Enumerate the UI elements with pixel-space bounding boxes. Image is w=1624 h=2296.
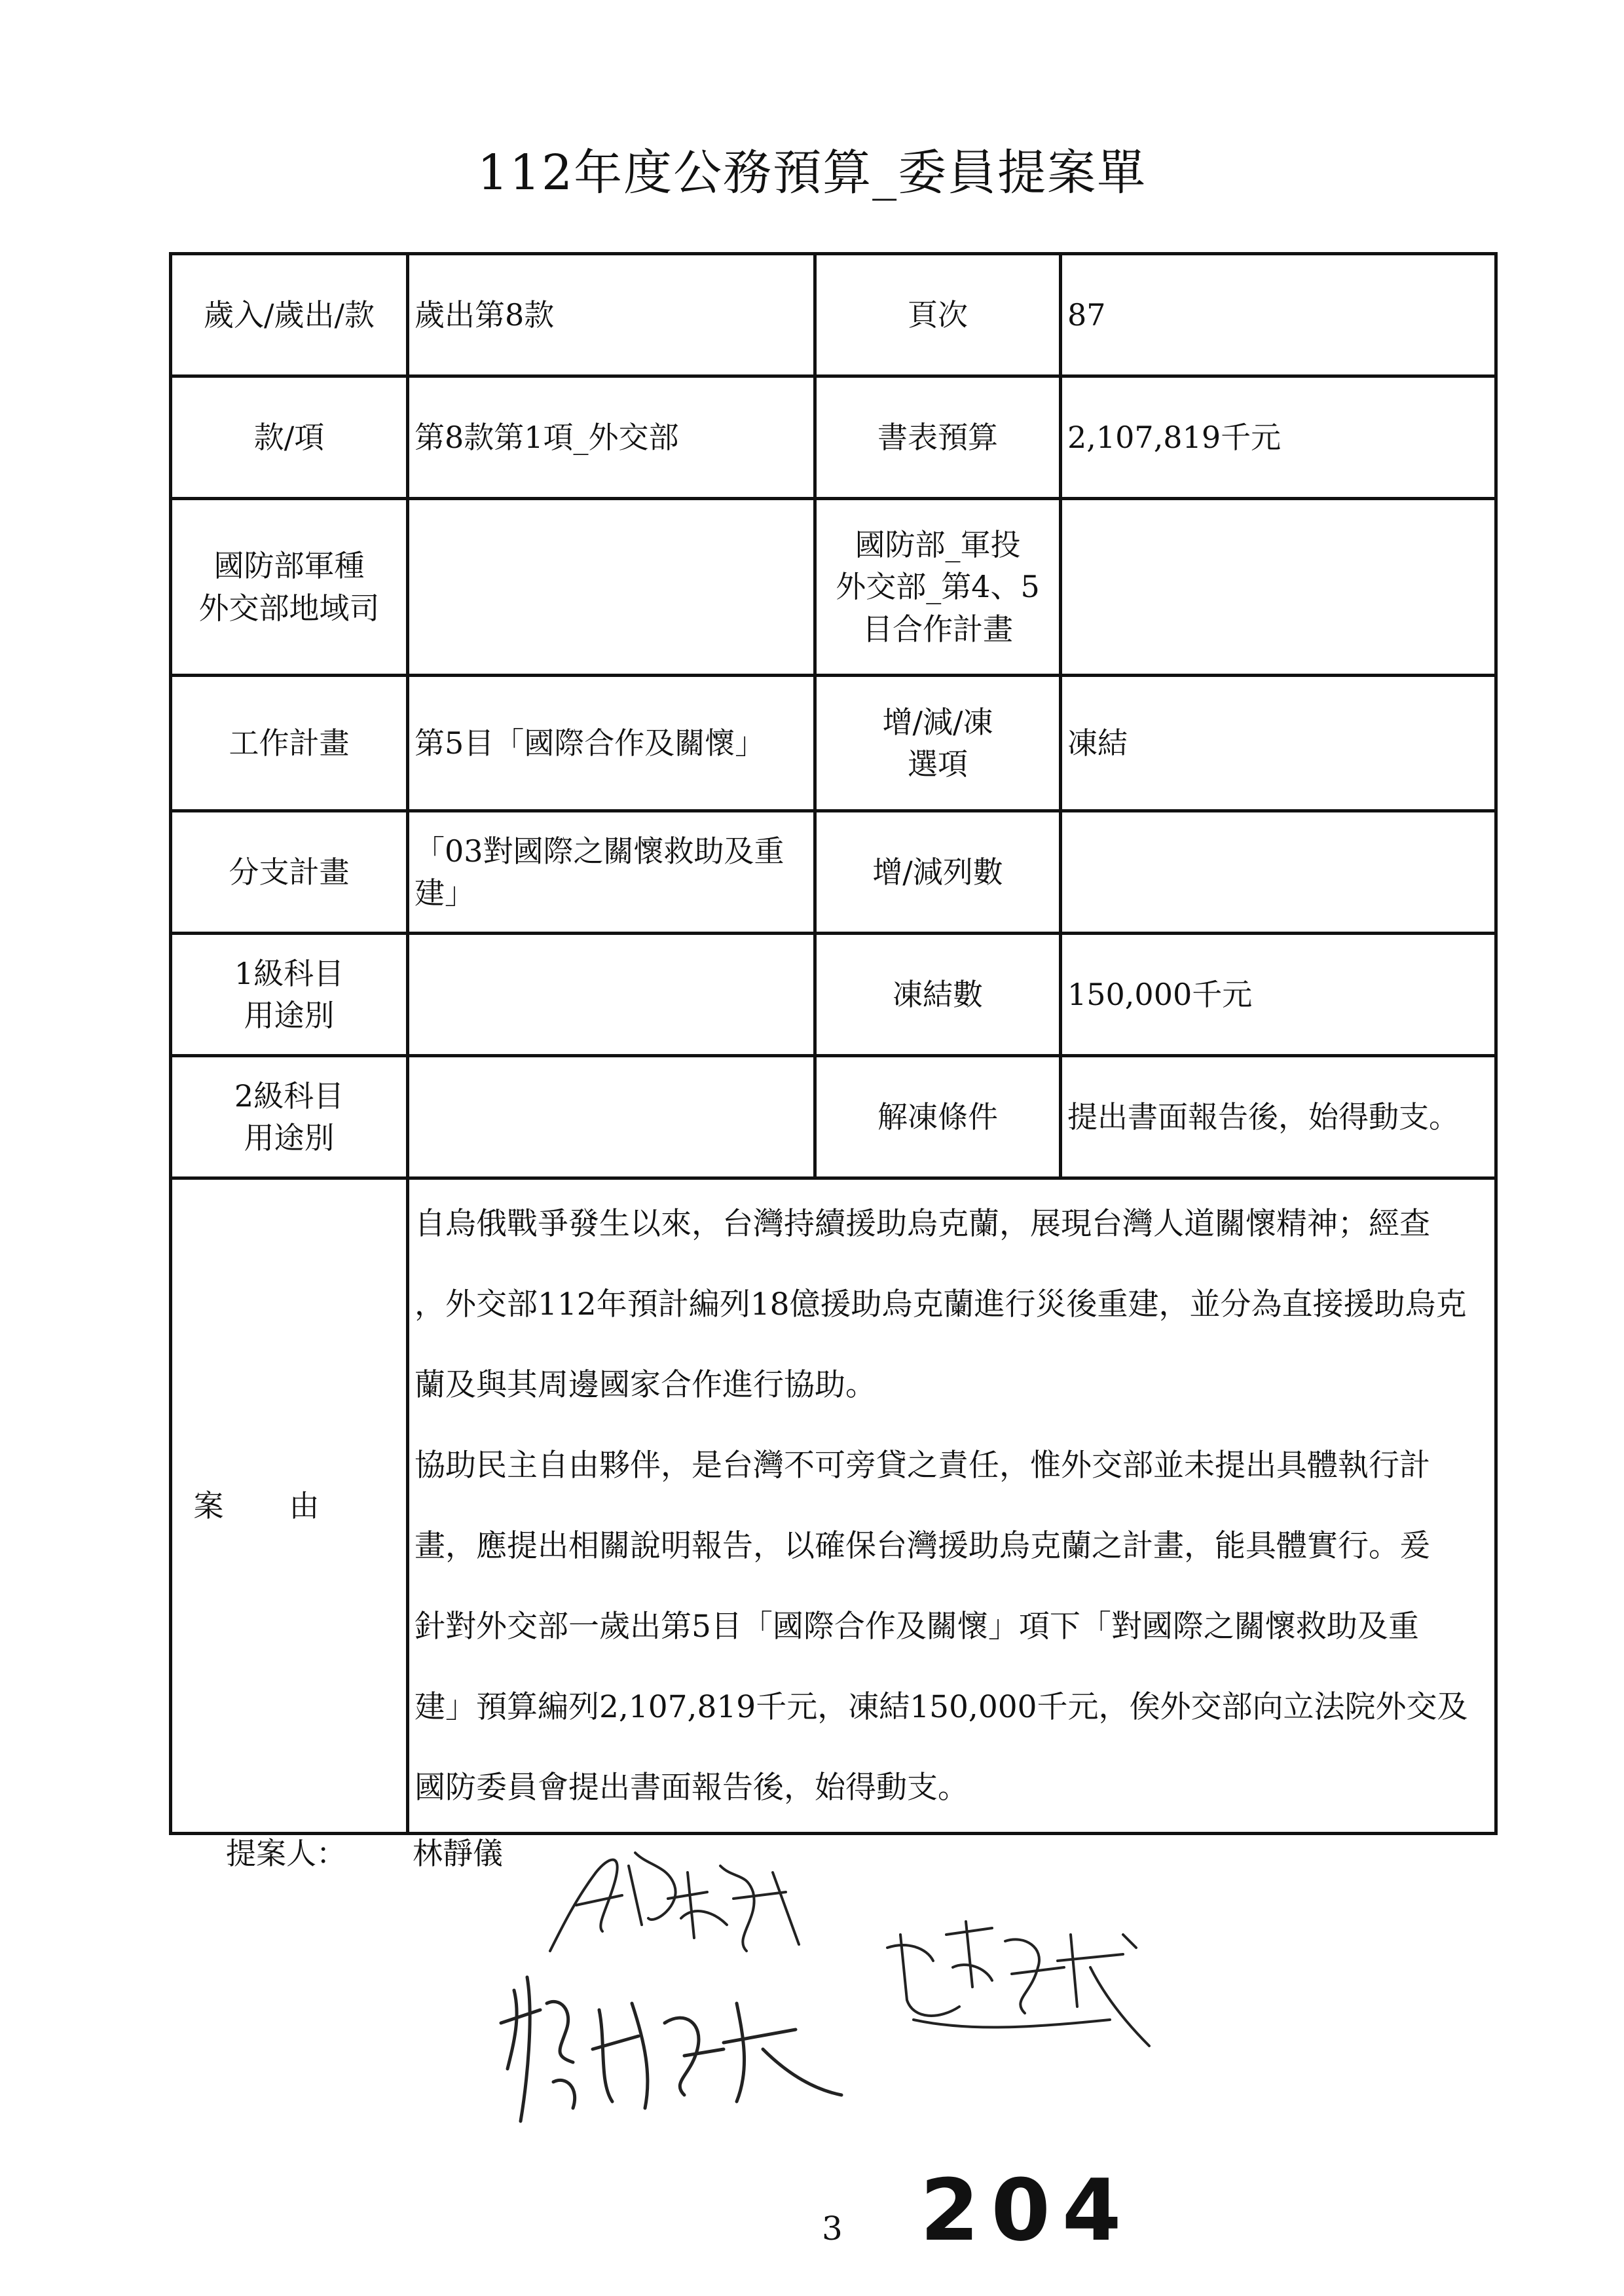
table-row [171, 254, 1496, 376]
label-line: 目合作計畫 [862, 611, 1013, 647]
reason-line: 自烏俄戰爭發生以來，台灣持續援助烏克蘭，展現台灣人道關懷精神；經查 [415, 1206, 1430, 1242]
proposal-form-table [169, 252, 1498, 1835]
value-cell [408, 1056, 815, 1178]
reason-line: 畫，應提出相關說明報告，以確保台灣援助烏克蘭之計畫，能具體實行。爰 [415, 1528, 1430, 1564]
value-cell: 2,107,819千元 [1061, 376, 1496, 499]
table-row [171, 811, 1496, 934]
label-line: 用途別 [244, 998, 335, 1033]
label-cell: 頁次 [815, 254, 1061, 376]
label-line: 選項 [908, 746, 968, 782]
label-line: 國防部軍種 [213, 548, 365, 584]
signature-2 [488, 1964, 855, 2134]
handwritten-page-number: 204 [920, 2160, 1134, 2260]
reason-line: 國防委員會提出書面報告後，始得動支。 [415, 1770, 969, 1806]
value-cell [408, 934, 815, 1056]
proposer-name: 林靜儀 [413, 1836, 503, 1871]
reason-line: 協助民主自由夥伴，是台灣不可旁貸之責任，惟外交部並未提出具體執行計 [415, 1448, 1430, 1484]
reason-line: 建」預算編列2,107,819千元，凍結150,000千元，俟外交部向立法院外交及 [415, 1689, 1468, 1725]
value-cell: 87 [1061, 254, 1496, 376]
value-cell: 150,000千元 [1061, 934, 1496, 1056]
value-cell: 提出書面報告後，始得動支。 [1061, 1056, 1496, 1178]
label-cell: 凍結數 [815, 934, 1061, 1056]
value-cell [408, 499, 815, 676]
signature-1 [537, 1827, 812, 1964]
reason-row [171, 1178, 1496, 1834]
label-cell [171, 934, 408, 1056]
proposer-label: 提案人： [226, 1836, 346, 1871]
label-cell: 歲入/歲出/款 [171, 254, 408, 376]
label-line: 用途別 [244, 1120, 335, 1156]
signature-3 [874, 1908, 1162, 2066]
reason-body [408, 1178, 1496, 1834]
value-cell: 凍結 [1061, 676, 1496, 811]
table-row [171, 934, 1496, 1056]
reason-line: 蘭及與其周邊國家合作進行協助。 [415, 1367, 876, 1403]
label-cell [171, 499, 408, 676]
value-cell [1061, 811, 1496, 934]
label-line: 2級科目 [234, 1078, 344, 1114]
label-cell [815, 499, 1061, 676]
label-cell: 解凍條件 [815, 1056, 1061, 1178]
page-title: 112年度公務預算_委員提案單 [477, 145, 1147, 201]
table-row [171, 676, 1496, 811]
value-cell: 第8款第1項_外交部 [408, 376, 815, 499]
reason-line: ，外交部112年預計編列18億援助烏克蘭進行災後重建，並分為直接援助烏克 [415, 1286, 1467, 1322]
table-row [171, 1056, 1496, 1178]
label-cell: 增/減列數 [815, 811, 1061, 934]
value-cell: 「03對國際之關懷救助及重建」 [408, 811, 815, 934]
label-cell: 書表預算 [815, 376, 1061, 499]
reason-line: 針對外交部一歲出第5目「國際合作及關懷」項下「對國際之關懷救助及重 [415, 1609, 1419, 1645]
label-line: 增/減/凍 [882, 704, 993, 740]
table-row [171, 499, 1496, 676]
label-cell: 分支計畫 [171, 811, 408, 934]
label-line: 外交部_第4、5 [836, 569, 1040, 605]
reason-label: 案由 [171, 1178, 408, 1834]
label-cell [815, 676, 1061, 811]
label-cell: 款/項 [171, 376, 408, 499]
page-number: 3 [822, 2210, 843, 2248]
value-cell: 第5目「國際合作及關懷」 [408, 676, 815, 811]
label-line: 國防部_軍投 [855, 526, 1021, 562]
label-line: 外交部地域司 [198, 590, 380, 626]
label-line: 1級科目 [234, 955, 344, 991]
value-cell [1061, 499, 1496, 676]
label-cell [171, 1056, 408, 1178]
value-cell: 歲出第8款 [408, 254, 815, 376]
table-row [171, 376, 1496, 499]
label-cell: 工作計畫 [171, 676, 408, 811]
